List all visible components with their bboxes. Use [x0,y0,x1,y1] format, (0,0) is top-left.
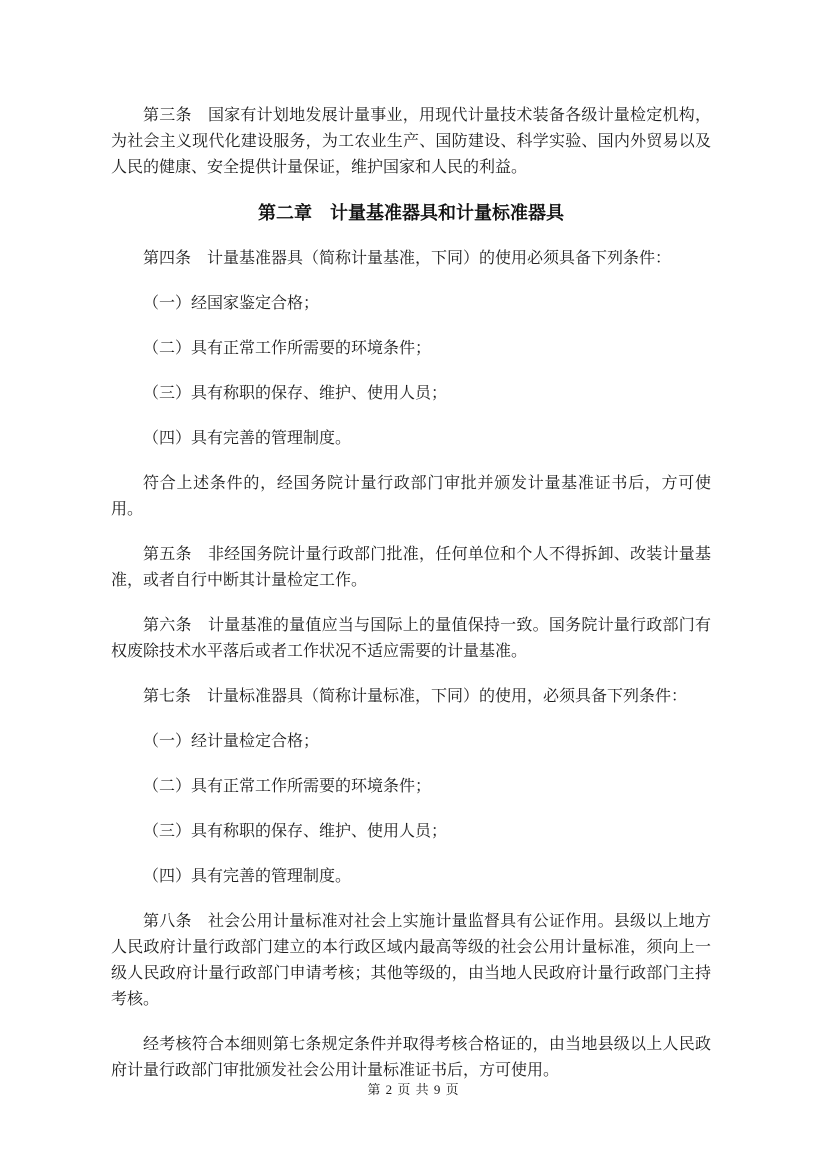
article-7-paragraph: 第七条 计量标准器具（简称计量标准，下同）的使用，必须具备下列条件： [143,688,688,705]
article-8-closing-paragraph: 经考核符合本细则第七条规定条件并取得考核合格证的，由当地县级以上人民政府计量行政部门审批颁发社会公用计量标准证书后，方可使用。 [111,1036,711,1079]
article-3-paragraph: 第三条 国家有计划地发展计量事业，用现代计量技术装备各级计量检定机构，为社会主义现代化建设服务，为工农业生产、国防建设、科学实验、国内外贸易以及人民的健康、安全提供计量保证，维护国家和人民的利益。 [111,107,711,176]
article-7-item-2: （二）具有正常工作所需要的环境条件； [143,778,432,795]
article-4-item-1: （一）经国家鉴定合格； [143,295,320,312]
article-7-item-3: （三）具有称职的保存、维护、使用人员； [143,823,448,840]
article-7-item-1: （一）经计量检定合格； [143,733,320,750]
chapter-2-heading: 第二章 计量基准器具和计量标准器具 [258,203,564,223]
document-body [111,103,711,1103]
article-4-item-2: （二）具有正常工作所需要的环境条件； [143,340,432,357]
article-4-item-3: （三）具有称职的保存、维护、使用人员； [143,385,448,402]
article-8-paragraph: 第八条 社会公用计量标准对社会上实施计量监督具有公证作用。县级以上地方人民政府计量行政部门建立的本行政区域内最高等级的社会公用计量标准，须向上一级人民政府计量行政部门申请考核；其他等级的，由当地人民政府计量行政部门主持考核。 [111,913,711,1008]
article-4-item-4: （四）具有完善的管理制度。 [143,430,352,447]
article-4-closing-paragraph: 符合上述条件的，经国务院计量行政部门审批并颁发计量基准证书后，方可使用。 [111,475,711,518]
page-number-footer: 第 2 页 共 9 页 [367,1082,460,1097]
article-5-paragraph: 第五条 非经国务院计量行政部门批准，任何单位和个人不得拆卸、改装计量基准，或者自行中断其计量检定工作。 [111,546,711,589]
article-7-item-4: （四）具有完善的管理制度。 [143,868,352,885]
article-6-paragraph: 第六条 计量基准的量值应当与国际上的量值保持一致。国务院计量行政部门有权废除技术水平落后或者工作状况不适应需要的计量基准。 [111,617,711,660]
article-4-paragraph: 第四条 计量基准器具（简称计量基准，下同）的使用必须具备下列条件： [143,250,672,267]
